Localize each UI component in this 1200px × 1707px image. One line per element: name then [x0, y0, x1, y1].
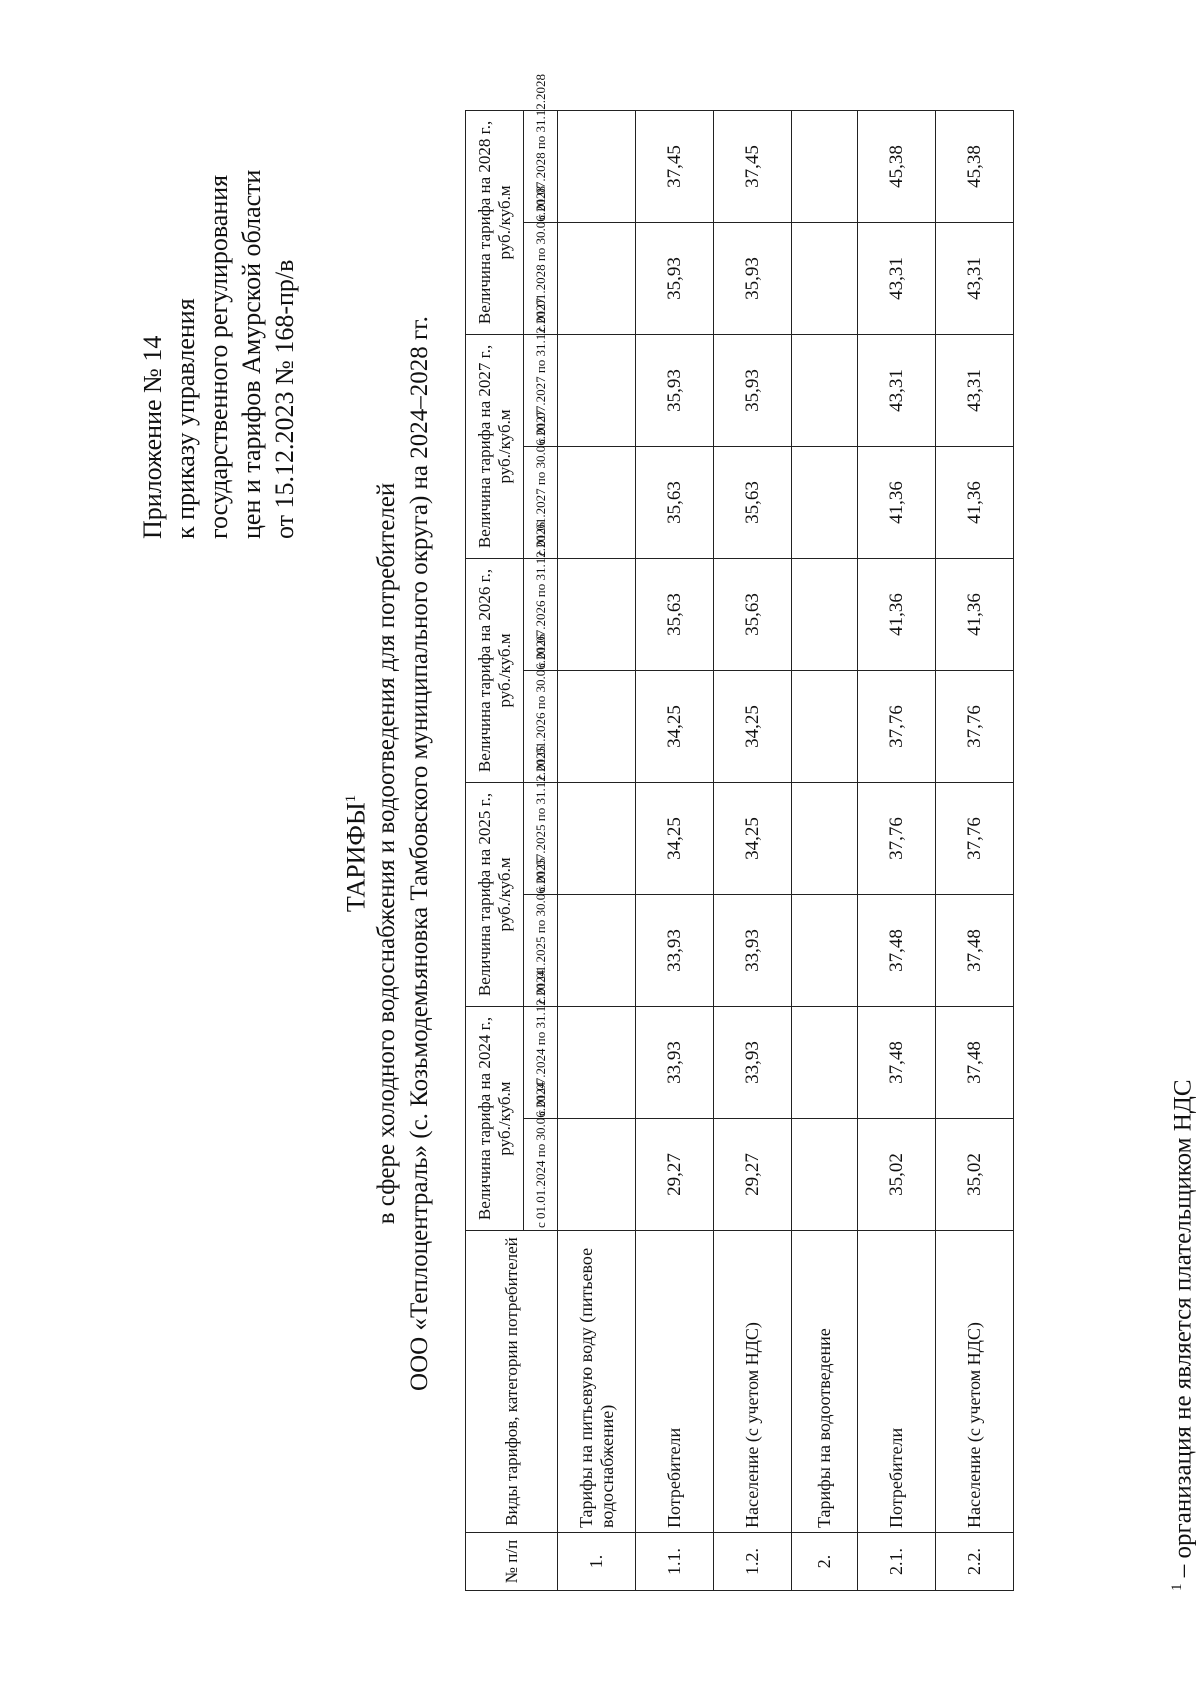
tariff-cell: 41,36 — [858, 446, 936, 558]
title-text: ТАРИФЫ — [341, 802, 371, 913]
row-label: Население (с учетом НДС) — [714, 1231, 792, 1533]
col-header-period: с 01.01.2026 по 30.06.2026 — [524, 670, 558, 782]
col-header-period: с 01.07.2028 по 31.12.2028 — [524, 110, 558, 222]
tariff-cell: 35,93 — [714, 222, 792, 334]
tariff-cell: 41,36 — [936, 558, 1014, 670]
tariff-cell: 35,63 — [714, 558, 792, 670]
tariff-cell: 35,02 — [936, 1119, 1014, 1231]
row-num: 2.1. — [858, 1533, 936, 1591]
tariff-cell — [558, 446, 636, 558]
col-header-period: с 01.07.2024 по 31.12.2024 — [524, 1006, 558, 1118]
table-row — [636, 110, 714, 1590]
table-row — [714, 110, 792, 1590]
footnote — [1162, 1079, 1198, 1591]
col-header-year: Величина тарифа на 2026 г., руб./куб.м — [466, 558, 524, 782]
row-label: Население (с учетом НДС) — [936, 1231, 1014, 1533]
tariff-cell: 43,31 — [936, 334, 1014, 446]
tariff-cell — [558, 1006, 636, 1118]
col-header-year: Величина тарифа на 2028 г., руб./куб.м — [466, 110, 524, 334]
tariff-cell — [558, 558, 636, 670]
col-header-period: с 01.07.2025 по 31.12.2025 — [524, 782, 558, 894]
tariff-cell: 37,76 — [858, 782, 936, 894]
tariff-cell — [558, 222, 636, 334]
tariff-cell — [792, 1119, 858, 1231]
row-label: Потребители — [858, 1231, 936, 1533]
tariff-cell — [558, 782, 636, 894]
tariff-cell — [558, 334, 636, 446]
tariff-cell: 34,25 — [636, 670, 714, 782]
row-num: 1.2. — [714, 1533, 792, 1591]
header-line: цен и тарифов Амурской области — [237, 169, 266, 539]
tariff-cell: 35,93 — [636, 222, 714, 334]
tariff-cell: 29,27 — [636, 1119, 714, 1231]
row-num: 1.1. — [636, 1533, 714, 1591]
tariff-cell — [792, 670, 858, 782]
tariff-cell — [792, 782, 858, 894]
appendix-header — [136, 170, 301, 539]
col-header-year: Величина тарифа на 2027 г., руб./куб.м — [466, 334, 524, 558]
col-header-period: с 01.07.2027 по 31.12.2027 — [524, 334, 558, 446]
tariff-cell: 33,93 — [714, 894, 792, 1006]
tariff-cell: 34,25 — [714, 670, 792, 782]
col-header-year: Величина тарифа на 2024 г., руб./куб.м — [466, 1006, 524, 1230]
tariff-cell: 35,02 — [858, 1119, 936, 1231]
tariff-cell: 37,76 — [936, 670, 1014, 782]
tariff-cell: 45,38 — [858, 110, 936, 222]
tariff-cell: 45,38 — [936, 110, 1014, 222]
col-header-period: с 01.07.2026 по 31.12.2026 — [524, 558, 558, 670]
tariff-cell — [792, 334, 858, 446]
table-row — [792, 110, 858, 1590]
col-header-period: с 01.01.2027 по 30.06.2027 — [524, 446, 558, 558]
table-row — [558, 110, 636, 1590]
tariff-cell: 35,63 — [714, 446, 792, 558]
row-label: Тарифы на водоотведение — [792, 1231, 858, 1533]
tariff-cell: 43,31 — [858, 334, 936, 446]
tariff-cell: 37,45 — [714, 110, 792, 222]
tariff-cell: 35,93 — [636, 334, 714, 446]
tariff-cell — [792, 894, 858, 1006]
document-title — [335, 0, 373, 1707]
header-line: к приказу управления — [171, 298, 200, 539]
subtitle-line-1: в сфере холодного водоснабжения и водоотведения для потребителей — [373, 482, 400, 1225]
row-num: 2.2. — [936, 1533, 1014, 1591]
subtitle-line-2: ООО «Теплоцентраль» (с. Козьмодемьяновка Тамбовского муниципального округа) на 2024–2028 гг. — [406, 316, 433, 1391]
tariff-cell — [792, 110, 858, 222]
col-header-type: Виды тарифов, категории потребителей — [466, 1231, 558, 1533]
tariff-cell — [558, 670, 636, 782]
col-header-period: с 01.01.2025 по 30.06.2025 — [524, 894, 558, 1006]
title-footnote-mark: 1 — [343, 794, 359, 803]
tariff-cell: 33,93 — [636, 1006, 714, 1118]
tariff-cell: 41,36 — [858, 558, 936, 670]
table-row — [858, 110, 936, 1590]
tariff-cell: 41,36 — [936, 446, 1014, 558]
row-label: Потребители — [636, 1231, 714, 1533]
tariff-cell: 35,63 — [636, 446, 714, 558]
header-line: от 15.12.2023 № 168-пр/в — [270, 259, 299, 539]
col-header-period: с 01.01.2024 по 30.06.2024 — [524, 1119, 558, 1231]
tariff-cell: 37,76 — [858, 670, 936, 782]
tariff-cell: 34,25 — [636, 782, 714, 894]
tariff-cell: 37,48 — [858, 1006, 936, 1118]
tariff-table — [465, 73, 1014, 1591]
tariff-cell: 37,48 — [936, 1006, 1014, 1118]
row-num: 1. — [558, 1533, 636, 1591]
tariff-cell: 43,31 — [936, 222, 1014, 334]
tariff-cell: 37,48 — [858, 894, 936, 1006]
col-header-num: № п/п — [466, 1533, 558, 1591]
row-num: 2. — [792, 1533, 858, 1591]
tariff-cell — [558, 894, 636, 1006]
tariff-cell: 43,31 — [858, 222, 936, 334]
tariff-cell: 37,48 — [936, 894, 1014, 1006]
header-line: Приложение № 14 — [138, 335, 167, 539]
tariff-cell — [792, 1006, 858, 1118]
footnote-text: – организация не является плательщиком НДС — [1169, 1079, 1197, 1578]
table-row — [936, 110, 1014, 1590]
row-label: Тарифы на питьевую воду (питьевое водоснабжение) — [558, 1231, 636, 1533]
header-line: государственного регулирования — [204, 174, 233, 539]
footnote-mark: 1 — [1169, 1583, 1185, 1591]
tariff-cell — [558, 1119, 636, 1231]
tariff-cell: 34,25 — [714, 782, 792, 894]
tariff-cell — [792, 558, 858, 670]
tariff-cell: 33,93 — [714, 1006, 792, 1118]
col-header-year: Величина тарифа на 2025 г., руб./куб.м — [466, 782, 524, 1006]
tariff-cell: 35,93 — [714, 334, 792, 446]
tariff-cell: 37,45 — [636, 110, 714, 222]
tariff-cell: 37,76 — [936, 782, 1014, 894]
tariff-cell: 35,63 — [636, 558, 714, 670]
tariff-cell: 29,27 — [714, 1119, 792, 1231]
tariff-cell: 33,93 — [636, 894, 714, 1006]
tariff-cell — [558, 110, 636, 222]
tariff-cell — [792, 222, 858, 334]
col-header-period: с 01.01.2028 по 30.06.2028 — [524, 222, 558, 334]
tariff-cell — [792, 446, 858, 558]
